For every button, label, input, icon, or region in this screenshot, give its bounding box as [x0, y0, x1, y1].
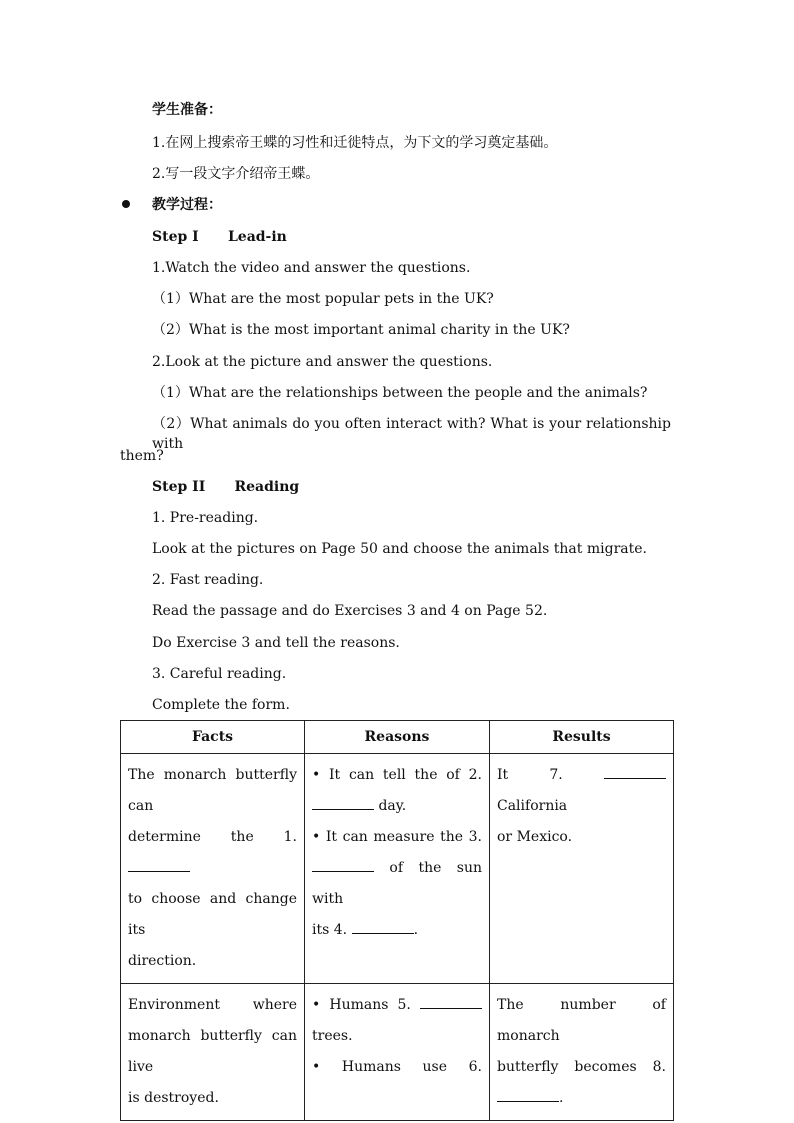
cell-text: It 7.	[497, 767, 563, 783]
answer-blank-1[interactable]	[128, 857, 190, 872]
fast-reading-label: 2. Fast reading.	[152, 572, 264, 588]
cell-text: monarch butterfly can live	[128, 1028, 297, 1075]
cell-text: or Mexico.	[497, 829, 573, 845]
answer-blank-4[interactable]	[352, 919, 414, 934]
step-1-question-2: （2）What is the most important animal charity in the UK?	[152, 322, 570, 338]
process-heading: 教学过程：	[152, 197, 222, 213]
prep-heading: 学生准备：	[152, 102, 222, 118]
cell-text: California	[497, 798, 568, 814]
cell-text: of the sun with	[312, 860, 483, 907]
cell-text: its 4.	[312, 922, 348, 938]
answer-blank-5[interactable]	[420, 994, 482, 1009]
answer-blank-7[interactable]	[604, 764, 666, 779]
cell-text: The monarch butterfly can	[128, 767, 297, 814]
cell-text: to choose and change its	[128, 891, 297, 938]
completion-form-table	[120, 720, 674, 1121]
cell-results-2	[490, 984, 674, 1121]
cell-facts-2	[121, 984, 305, 1121]
step-2-title: Step II Reading	[152, 479, 300, 495]
cell-facts-1	[121, 754, 305, 984]
cell-text: • It can tell the of 2.	[312, 767, 482, 783]
cell-reasons-2	[305, 984, 490, 1121]
table-row	[121, 754, 674, 984]
answer-blank-2[interactable]	[312, 795, 374, 810]
step-1-line-1: 1.Watch the video and answer the questions.	[152, 260, 471, 276]
fast-reading-text-2: Do Exercise 3 and tell the reasons.	[152, 635, 400, 651]
step-1-title: Step I Lead-in	[152, 229, 287, 245]
pre-reading-label: 1. Pre-reading.	[152, 510, 259, 526]
cell-text: butterfly becomes 8.	[497, 1059, 666, 1075]
cell-text: Environment where	[128, 997, 297, 1013]
fast-reading-text-1: Read the passage and do Exercises 3 and 4 on Page 52.	[152, 603, 548, 619]
table-row	[121, 984, 674, 1121]
pre-reading-text: Look at the pictures on Page 50 and choose the animals that migrate.	[152, 541, 647, 557]
cell-text: trees.	[312, 1028, 353, 1044]
cell-text: The number of monarch	[497, 997, 666, 1044]
table-header-row	[121, 721, 674, 754]
cell-text: • It can measure the 3.	[312, 829, 482, 845]
cell-text: determine the 1.	[128, 829, 297, 845]
cell-text: • Humans 5.	[312, 997, 411, 1013]
bullet-dot	[122, 200, 130, 208]
header-reasons: Reasons	[305, 721, 490, 754]
careful-reading-label: 3. Careful reading.	[152, 666, 287, 682]
cell-text: is destroyed.	[128, 1090, 219, 1106]
answer-blank-3[interactable]	[312, 857, 374, 872]
step-1-question-4: （2）What animals do you often interact with? What is your relationship with	[152, 416, 671, 452]
answer-blank-8[interactable]	[497, 1087, 559, 1102]
cell-reasons-1: • It can tell the of 2. day. • It can measure the 3. of the sun with its 4. .	[305, 754, 490, 984]
step-1-question-3: （1）What are the relationships between the people and the animals?	[152, 385, 648, 401]
header-results: Results	[490, 721, 674, 754]
complete-form-text: Complete the form.	[152, 697, 290, 713]
cell-results-1	[490, 754, 674, 984]
step-1-line-2: 2.Look at the picture and answer the questions.	[152, 354, 493, 370]
cell-text: day.	[378, 798, 407, 814]
prep-item-2: 2.写一段文字介绍帝王蝶。	[152, 166, 320, 182]
step-1-question-4-cont: them?	[120, 448, 164, 464]
cell-text: direction.	[128, 953, 197, 969]
header-facts: Facts	[121, 721, 305, 754]
cell-text: • Humans use 6.	[312, 1059, 482, 1075]
prep-item-1: 1.在网上搜索帝王蝶的习性和迁徙特点，为下文的学习奠定基础。	[152, 135, 558, 151]
step-1-question-1: （1）What are the most popular pets in the UK?	[152, 291, 494, 307]
cell-text: .	[559, 1090, 564, 1106]
